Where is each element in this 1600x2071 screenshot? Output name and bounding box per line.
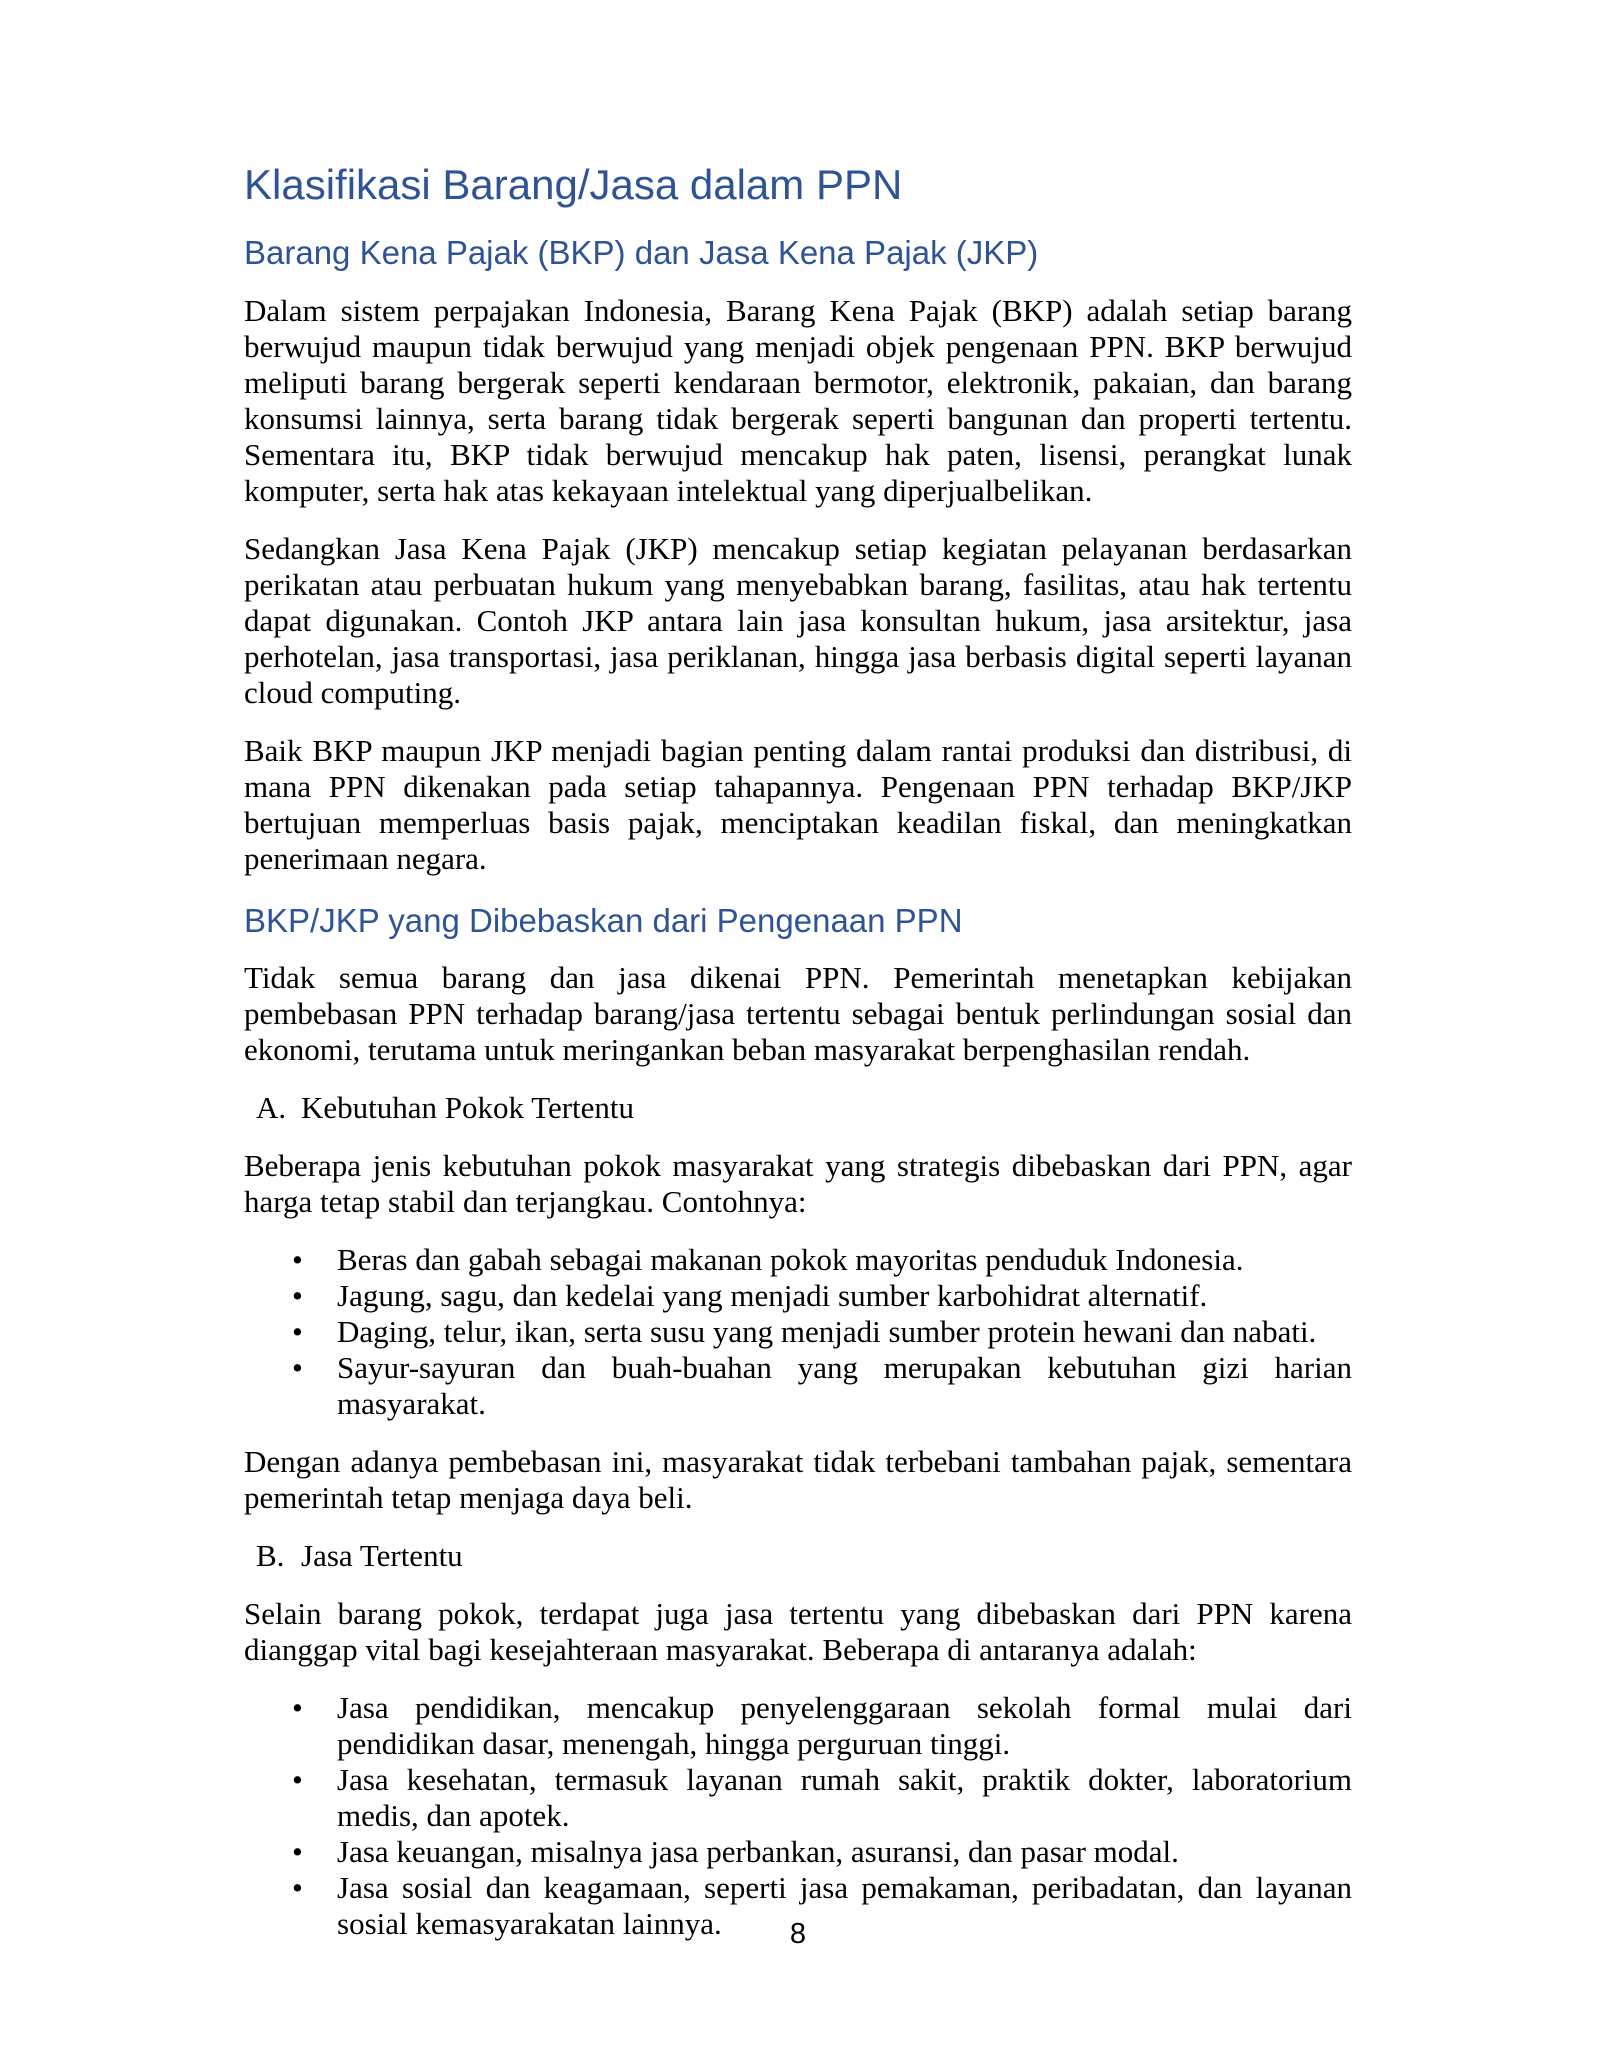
paragraph-kebutuhan-pokok-intro: Beberapa jenis kebutuhan pokok masyarakat yang strategis dibebaskan dari PPN, agar harga tetap stabil dan terjangkau. Contohnya:: [244, 1148, 1352, 1220]
heading-bkp-jkp: Barang Kena Pajak (BKP) dan Jasa Kena Pajak (JKP): [244, 234, 1039, 272]
subsection-b-label: B.: [256, 1538, 285, 1574]
list-item: • Beras dan gabah sebagai makanan pokok mayoritas penduduk Indonesia.: [244, 1242, 1352, 1278]
subsection-a-title: Kebutuhan Pokok Tertentu: [301, 1090, 635, 1126]
page-number: 8: [789, 1918, 807, 1950]
subsection-b-title: Jasa Tertentu: [301, 1538, 463, 1574]
subsection-a-heading: [256, 1090, 1352, 1126]
subsection-b-heading: [256, 1538, 1352, 1574]
paragraph-jkp-definition: Sedangkan Jasa Kena Pajak (JKP) mencakup setiap kegiatan pelayanan berdasarkan perikatan atau perbuatan hukum yang menyebabkan barang, fasilitas, atau hak tertentu dapat digunakan. Contoh JKP antara lain jasa konsultan hukum, jasa arsitektur, jasa perhotelan, jasa transportasi, jasa periklanan, hingga jasa berbasis digital seperti layanan cloud computing.: [244, 530, 1352, 710]
list-item: • Sayur-sayuran dan buah-buahan yang merupakan kebutuhan gizi harian masyarakat.: [244, 1350, 1352, 1422]
list-item: • Daging, telur, ikan, serta susu yang menjadi sumber protein hewani dan nabati.: [244, 1314, 1352, 1350]
paragraph-jasa-tertentu-intro: Selain barang pokok, terdapat juga jasa tertentu yang dibebaskan dari PPN karena dianggap vital bagi kesejahteraan masyarakat. Beberapa di antaranya adalah:: [244, 1596, 1352, 1668]
list-item: • Jasa kesehatan, termasuk layanan rumah sakit, praktik dokter, laboratorium medis, dan apotek.: [244, 1762, 1352, 1834]
paragraph-pembebasan-closing: Dengan adanya pembebasan ini, masyarakat tidak terbebani tambahan pajak, sementara pemerintah tetap menjaga daya beli.: [244, 1444, 1352, 1516]
list-item: • Jasa keuangan, misalnya jasa perbankan, asuransi, dan pasar modal.: [244, 1834, 1352, 1870]
subsection-a-label: A.: [256, 1090, 287, 1126]
list-item: • Jasa sosial dan keagamaan, seperti jasa pemakaman, peribadatan, dan layanan sosial kemasyarakatan lainnya.: [244, 1870, 1352, 1942]
list-item: • Jagung, sagu, dan kedelai yang menjadi sumber karbohidrat alternatif.: [244, 1278, 1352, 1314]
bullet-list-jasa-tertentu: [244, 1690, 1352, 1942]
paragraph-bkp-definition: Dalam sistem perpajakan Indonesia, Barang Kena Pajak (BKP) adalah setiap barang berwujud maupun tidak berwujud yang menjadi objek pengenaan PPN. BKP berwujud meliputi barang bergerak seperti kendaraan bermotor, elektronik, pakaian, dan barang konsumsi lainnya, serta barang tidak bergerak seperti bangunan dan properti tertentu. Sementara itu, BKP tidak berwujud mencakup hak paten, lisensi, perangkat lunak komputer, serta hak atas kekayaan intelektual yang diperjualbelikan.: [244, 292, 1352, 508]
bullet-list-kebutuhan-pokok: [244, 1242, 1352, 1422]
paragraph-pembebasan-intro: Tidak semua barang dan jasa dikenai PPN. Pemerintah menetapkan kebijakan pembebasan PPN terhadap barang/jasa tertentu sebagai bentuk perlindungan sosial dan ekonomi, terutama untuk meringankan beban masyarakat berpenghasilan rendah.: [244, 960, 1352, 1068]
paragraph-bkp-jkp-role: Baik BKP maupun JKP menjadi bagian penting dalam rantai produksi dan distribusi, di mana PPN dikenakan pada setiap tahapannya. Pengenaan PPN terhadap BKP/JKP bertujuan memperluas basis pajak, menciptakan keadilan fiskal, dan meningkatkan penerimaan negara.: [244, 732, 1352, 876]
page-title: Klasifikasi Barang/Jasa dalam PPN: [244, 161, 903, 208]
page-content: [244, 0, 1352, 1964]
heading-pembebasan-ppn: BKP/JKP yang Dibebaskan dari Pengenaan PPN: [244, 901, 963, 939]
list-item: • Jasa pendidikan, mencakup penyelenggaraan sekolah formal mulai dari pendidikan dasar, menengah, hingga perguruan tinggi.: [244, 1690, 1352, 1762]
